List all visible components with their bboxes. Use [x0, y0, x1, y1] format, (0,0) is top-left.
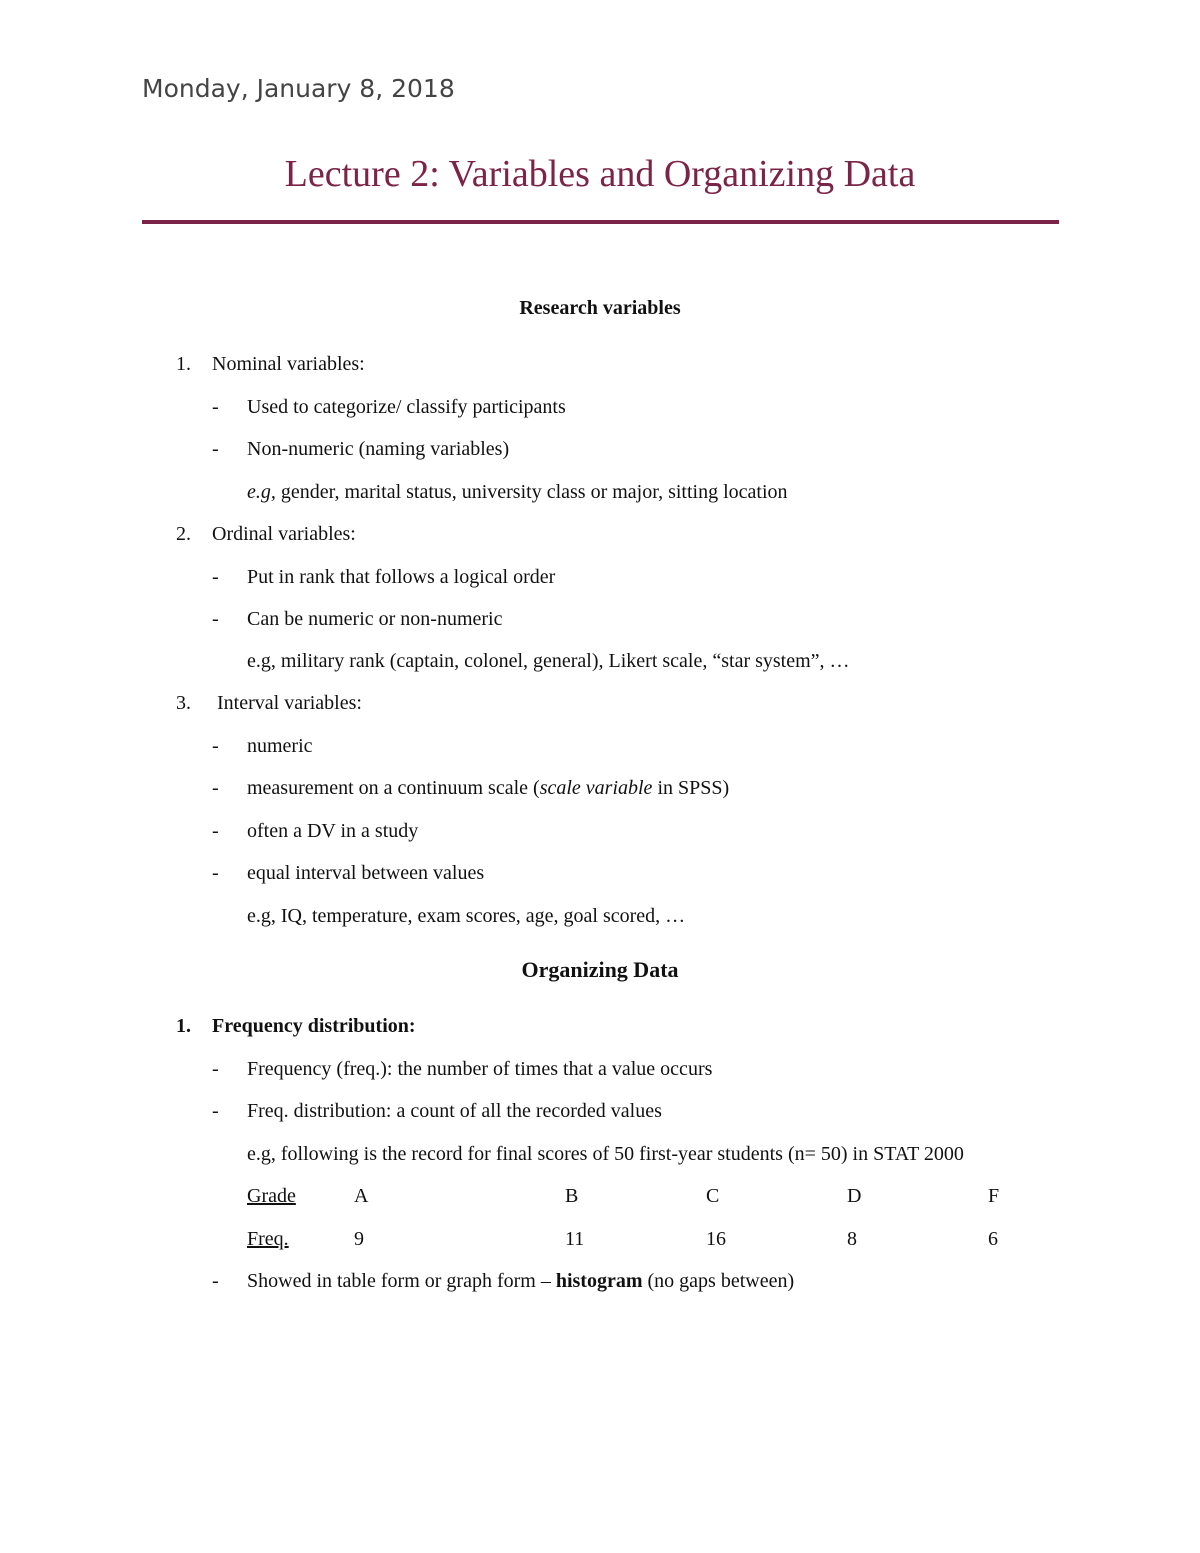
text-span: Showed in table form or graph form –	[247, 1270, 556, 1292]
list-item: Non-numeric (naming variables)	[247, 438, 510, 460]
list-number: 1.	[176, 353, 191, 375]
dash-bullet: -	[212, 862, 219, 884]
dash-bullet: -	[212, 396, 219, 418]
freq-cell: 16	[706, 1228, 726, 1250]
dash-bullet: -	[212, 608, 219, 630]
freq-cell: 6	[988, 1228, 998, 1250]
dash-bullet: -	[212, 777, 219, 799]
frequency-example: e.g, following is the record for final scores of 50 first-year students (n= 50) in STAT 2000	[247, 1143, 964, 1165]
dash-bullet: -	[212, 566, 219, 588]
list-item: equal interval between values	[247, 862, 485, 884]
dash-bullet: -	[212, 438, 219, 460]
list-item: Frequency (freq.): the number of times that a value occurs	[247, 1058, 713, 1080]
italic-term: scale variable	[539, 777, 653, 799]
text-span: measurement on a continuum scale (	[247, 777, 540, 799]
example-prefix: e.g,	[247, 481, 276, 503]
dash-bullet: -	[212, 820, 219, 842]
grade-cell: F	[988, 1185, 1000, 1207]
list-item: Put in rank that follows a logical order	[247, 566, 556, 588]
date-heading: Monday, January 8, 2018	[142, 74, 455, 103]
list-number: 3.	[176, 692, 191, 714]
list-number: 2.	[176, 523, 191, 545]
bold-term: histogram	[555, 1270, 643, 1292]
freq-cell: 11	[565, 1228, 585, 1250]
freq-header: Freq.	[247, 1228, 289, 1250]
text-span: (no gaps between)	[642, 1270, 795, 1292]
list-item: numeric	[247, 735, 313, 757]
research-variables-heading: Research variables	[519, 297, 681, 319]
grade-cell: A	[354, 1185, 369, 1207]
nominal-label: Nominal variables:	[212, 353, 365, 375]
grade-cell: B	[565, 1185, 579, 1207]
list-item	[247, 1270, 794, 1293]
nominal-example	[247, 481, 788, 504]
page-title: Lecture 2: Variables and Organizing Data	[284, 153, 916, 195]
freq-cell: 8	[847, 1228, 857, 1250]
ordinal-example: e.g, military rank (captain, colonel, general), Likert scale, “star system”, …	[247, 650, 850, 672]
example-text: gender, marital status, university class or major, sitting location	[275, 481, 788, 503]
dash-bullet: -	[212, 1270, 219, 1292]
dash-bullet: -	[212, 1100, 219, 1122]
interval-example: e.g, IQ, temperature, exam scores, age, goal scored, …	[247, 905, 686, 927]
list-item: Can be numeric or non-numeric	[247, 608, 503, 630]
text-span: in SPSS)	[652, 777, 730, 799]
list-item: often a DV in a study	[247, 820, 419, 842]
dash-bullet: -	[212, 735, 219, 757]
grade-header: Grade	[247, 1185, 296, 1207]
frequency-distribution-label: Frequency distribution:	[212, 1015, 416, 1037]
dash-bullet: -	[212, 1058, 219, 1080]
freq-cell: 9	[354, 1228, 364, 1250]
grade-cell: C	[706, 1185, 720, 1207]
interval-label: Interval variables:	[217, 692, 362, 714]
list-number: 1.	[176, 1015, 191, 1037]
title-divider	[142, 220, 1059, 224]
organizing-data-heading: Organizing Data	[521, 957, 679, 982]
ordinal-label: Ordinal variables:	[212, 523, 356, 545]
list-item: Freq. distribution: a count of all the recorded values	[247, 1100, 662, 1122]
list-item	[247, 777, 729, 800]
list-item: Used to categorize/ classify participants	[247, 396, 566, 418]
grade-cell: D	[847, 1185, 862, 1207]
